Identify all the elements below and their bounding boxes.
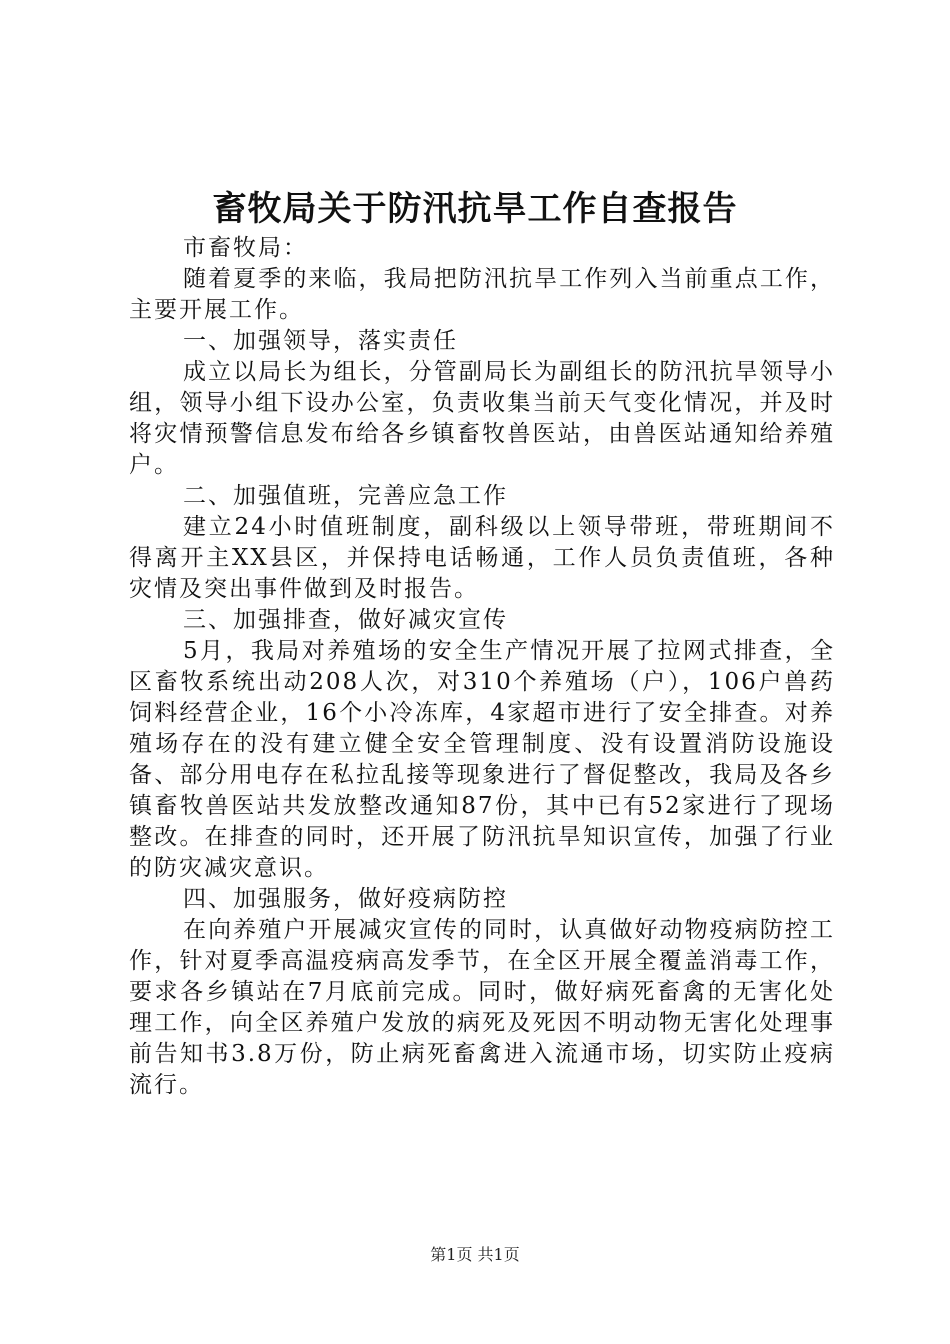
page-number-footer: 第1页 共1页 — [430, 1245, 520, 1264]
section-heading-1: 一、加强领导，落实责任 — [183, 328, 458, 354]
section-heading-3: 三、加强排查，做好减灾宣传 — [183, 607, 508, 633]
section-body-1: 成立以局长为组长，分管副局长为副组长的防汛抗旱领导小组，领导小组下设办公室，负责收集当前天气变化情况，并及时将灾情预警信息发布给各乡镇畜牧兽医站，由兽医站通知给养殖户。 — [129, 359, 835, 478]
document-body — [129, 233, 835, 1101]
intro-paragraph: 随着夏季的来临，我局把防汛抗旱工作列入当前重点工作，主要开展工作。 — [129, 266, 835, 323]
section-body-3: 5月，我局对养殖场的安全生产情况开展了拉网式排查，全区畜牧系统出动208人次，对310个养殖场（户），106户兽药饲料经营企业，16个小冷冻库，4家超市进行了安全排查。对养殖场存在的没有建立健全安全管理制度、没有设置消防设施设备、部分用电存在私拉乱接等现象进行了督促整改，我局及各乡镇畜牧兽医站共发放整改通知87份，其中已有52家进行了现场整改。在排查的同时，还开展了防汛抗旱知识宣传，加强了行业的防灾减灾意识。 — [129, 638, 835, 881]
section-heading-2: 二、加强值班，完善应急工作 — [183, 483, 508, 509]
section-heading-4: 四、加强服务，做好疫病防控 — [183, 886, 508, 912]
document-title: 畜牧局关于防汛抗旱工作自查报告 — [212, 189, 738, 229]
section-body-4: 在向养殖户开展减灾宣传的同时，认真做好动物疫病防控工作，针对夏季高温疫病高发季节，在全区开展全覆盖消毒工作，要求各乡镇站在7月底前完成。同时，做好病死畜禽的无害化处理工作，向全区养殖户发放的病死及死因不明动物无害化处理事前告知书3.8万份，防止病死畜禽进入流通市场，切实防止疫病流行。 — [129, 917, 835, 1098]
section-body-2: 建立24小时值班制度，副科级以上领导带班，带班期间不得离开主XX县区，并保持电话畅通，工作人员负责值班，各种灾情及突出事件做到及时报告。 — [129, 514, 835, 602]
salutation: 市畜牧局： — [183, 235, 308, 261]
